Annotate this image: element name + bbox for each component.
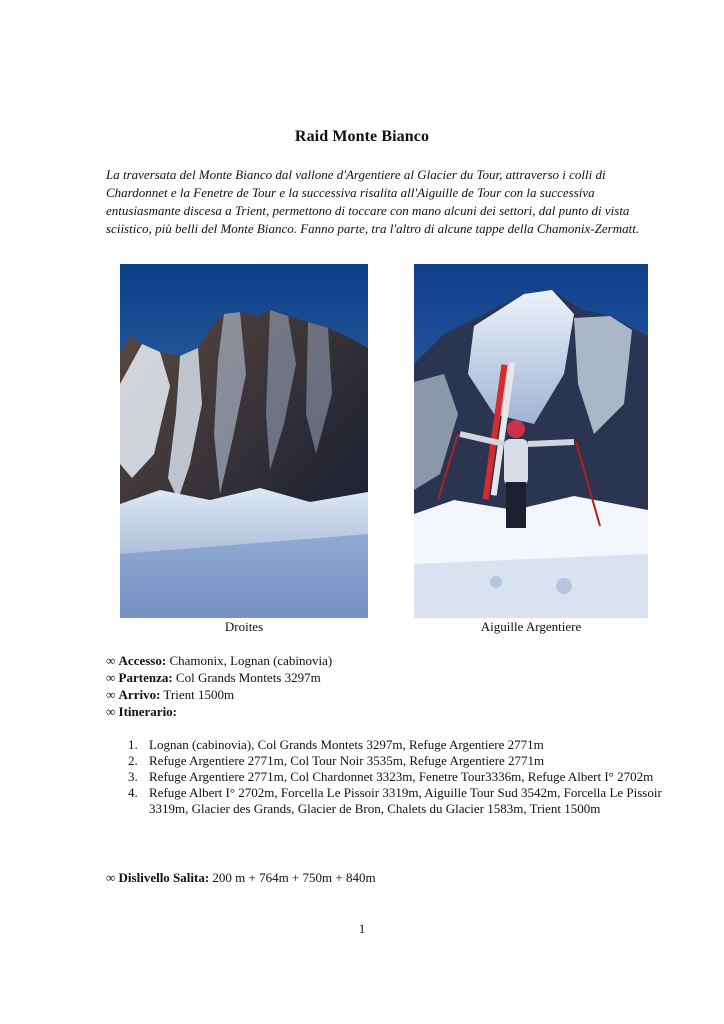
itinerary-list: [106, 737, 666, 817]
list-item-text: Refuge Argentiere 2771m, Col Chardonnet 3323m, Fenetre Tour3336m, Refuge Albert I° 2702m: [149, 769, 654, 784]
list-item-text: Refuge Albert I° 2702m, Forcella Le Pissoir 3319m, Aiguille Tour Sud 3542m, Forcella Le Pissoir 3319m, Glacier des Grands, Glacier de Bron, Chalets du Glacier 1583m, Trient 1500m: [149, 785, 662, 816]
list-item: [106, 753, 666, 769]
aiguille-argentiere-photo: [414, 264, 648, 618]
aiguille-argentiere-caption: Aiguille Argentiere: [480, 619, 582, 634]
list-item-number: 3.: [128, 769, 138, 784]
arrivo-line: [106, 686, 666, 703]
route-info: [106, 652, 666, 720]
partenza-line: [106, 669, 666, 686]
list-item: [106, 785, 666, 817]
page-title: Raid Monte Bianco: [294, 128, 430, 145]
list-item-number: 1.: [128, 737, 138, 752]
accesso-value: Chamonix, Lognan (cabinovia): [169, 653, 333, 668]
arrivo-value: Trient 1500m: [163, 687, 235, 702]
list-item-number: 2.: [128, 753, 138, 768]
itinerario-label: Itinerario:: [118, 704, 178, 719]
intro-paragraph: La traversata del Monte Bianco dal vallone d'Argentiere al Glacier du Tour, attraverso i colli di Chardonnet e la Fenetre de Tour e la successiva risalita all'Aiguille de Tour con la successiva entusiasmante discesa a Trient, permettono di toccare con mano alcuni dei settori, dal punto di vista sciistico, più belli del Monte Bianco. Fanno parte, tra l'altro di alcune tappe della Chamonix-Zermatt.: [106, 167, 640, 236]
partenza-label: Partenza:: [118, 670, 173, 685]
list-item-number: 4.: [128, 785, 138, 800]
list-item: [106, 737, 666, 753]
infinity-bullet-icon: ∞: [106, 670, 116, 685]
dislivello-label: Dislivello Salita:: [118, 870, 210, 885]
dislivello-line: [106, 869, 376, 886]
infinity-bullet-icon: ∞: [106, 687, 116, 702]
accesso-line: [106, 652, 666, 669]
dislivello-value: 200 m + 764m + 750m + 840m: [212, 870, 376, 885]
infinity-bullet-icon: ∞: [106, 653, 116, 668]
list-item-text: Refuge Argentiere 2771m, Col Tour Noir 3535m, Refuge Argentiere 2771m: [149, 753, 545, 768]
accesso-label: Accesso:: [118, 653, 167, 668]
droites-photo: [120, 264, 368, 618]
droites-caption: Droites: [224, 619, 264, 634]
list-item: [106, 769, 666, 785]
itinerario-line: [106, 703, 666, 720]
page-number: 1: [358, 921, 366, 936]
arrivo-label: Arrivo:: [118, 687, 161, 702]
partenza-value: Col Grands Montets 3297m: [175, 670, 321, 685]
list-item-text: Lognan (cabinovia), Col Grands Montets 3297m, Refuge Argentiere 2771m: [149, 737, 544, 752]
infinity-bullet-icon: ∞: [106, 870, 116, 885]
infinity-bullet-icon: ∞: [106, 704, 116, 719]
